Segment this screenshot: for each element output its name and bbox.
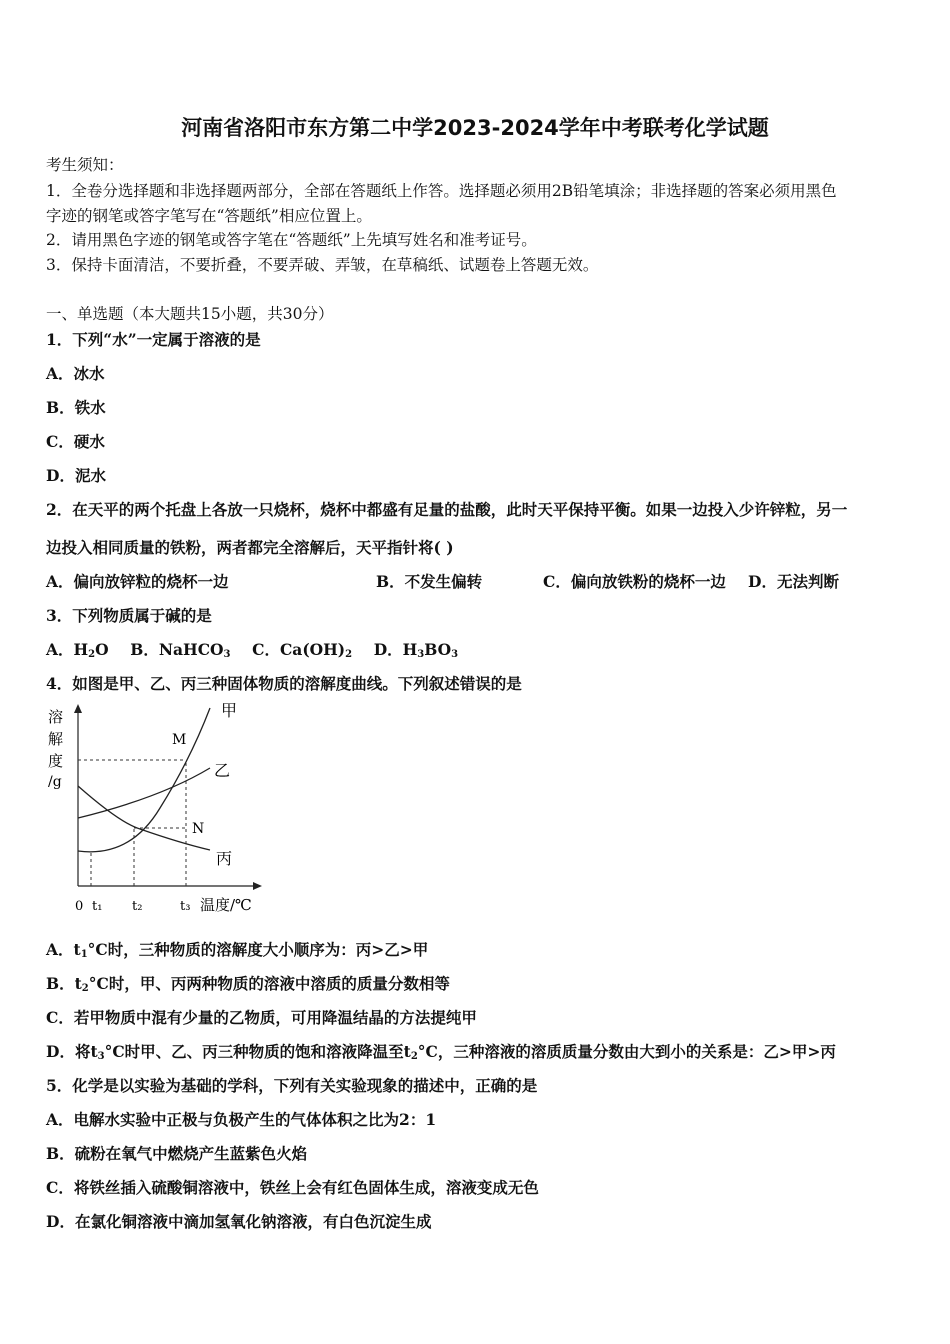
notice-item: 2．请用黑色字迹的钢笔或答字笔在“答题纸”上先填写姓名和准考证号。 — [46, 231, 537, 249]
question-3-option-b: B．NaHCO$_3$ — [130, 640, 231, 660]
question-5-option-a: A．电解水实验中正极与负极产生的气体体积之比为2：1 — [46, 1110, 437, 1129]
y-label-char: /g — [48, 774, 62, 790]
x-axis-arrow — [253, 882, 262, 890]
question-5-option-c: C．将铁丝插入硫酸铜溶液中，铁丝上会有红色固体生成，溶液变成无色 — [46, 1178, 539, 1197]
question-5-option-b: B．硫粉在氧气中燃烧产生蓝紫色火焰 — [46, 1144, 308, 1163]
question-2-option-c: C．偏向放铁粉的烧杯一边 — [543, 572, 726, 591]
question-1-stem: 1．下列“水”一定属于溶液的是 — [46, 330, 261, 349]
page-title: 河南省洛阳市东方第二中学2023-2024学年中考联考化学试题 — [181, 116, 769, 140]
annotation-n: N — [192, 821, 205, 837]
y-label-char: 解 — [48, 730, 64, 748]
notice-item: 字迹的钢笔或答字笔写在“答题纸”相应位置上。 — [46, 207, 372, 225]
x-tick-t3: t₃ — [180, 899, 191, 914]
question-2-option-a: A．偏向放锌粒的烧杯一边 — [46, 572, 229, 591]
solubility-chart — [40, 698, 270, 918]
y-label-char: 度 — [48, 752, 64, 770]
x-tick-t1: t₁ — [92, 899, 103, 914]
question-1-option-d: D．泥水 — [46, 466, 106, 485]
question-3-option-a: A．$H_2O$ — [46, 640, 109, 660]
question-2-option-d: D．无法判断 — [748, 572, 839, 591]
question-4-option-b: B．$t_2^\circ C$时，甲、丙两种物质的溶液中溶质的质量分数相等 — [46, 974, 450, 994]
x-tick-t2: t₂ — [132, 899, 143, 914]
notice-item: 3．保持卡面清洁，不要折叠，不要弄破、弄皱，在草稿纸、试题卷上答题无效。 — [46, 256, 599, 274]
question-4-option-c: C．若甲物质中混有少量的乙物质，可用降温结晶的方法提纯甲 — [46, 1008, 477, 1027]
notice-item: 1．全卷分选择题和非选择题两部分，全部在答题纸上作答。选择题必须用2B铅笔填涂；非选择题的答案必须用黑色 — [46, 182, 837, 200]
curve-bing — [78, 786, 210, 850]
question-3-options — [46, 638, 458, 660]
question-2-stem-line2: 边投入相同质量的铁粉，两者都完全溶解后，天平指针将( ) — [46, 538, 454, 557]
question-2-stem-line1: 2．在天平的两个托盘上各放一只烧杯，烧杯中都盛有足量的盐酸，此时天平保持平衡。如果一边投入少许锌粒，另一 — [46, 500, 848, 519]
curve-yi — [78, 768, 210, 818]
question-1-option-c: C．硬水 — [46, 432, 105, 451]
question-4-stem: 4．如图是甲、乙、丙三种固体物质的溶解度曲线。下列叙述错误的是 — [46, 674, 522, 693]
x-tick-0: 0 — [75, 899, 84, 914]
y-label-char: 溶 — [48, 708, 64, 726]
question-1-option-b: B．铁水 — [46, 398, 106, 417]
question-3-option-c: C．$Ca(OH)_2$ — [252, 640, 353, 660]
question-2-option-b: B．不发生偏转 — [376, 572, 483, 591]
annotation-m: M — [172, 732, 187, 748]
x-axis-label: 温度/℃ — [200, 896, 252, 914]
series-label-jia: 甲 — [221, 701, 238, 720]
question-4-option-d: D．将$t_3^\circ C$时甲、乙、丙三种物质的饱和溶液降温至$t_2^\circ C$，三种溶液的溶质质量分数由大到小的关系是：乙>甲>丙 — [46, 1042, 836, 1062]
section-heading: 一、单选题（本大题共15小题，共30分） — [46, 305, 334, 323]
series-label-yi: 乙 — [214, 761, 231, 780]
question-5-stem: 5．化学是以实验为基础的学科，下列有关实验现象的描述中，正确的是 — [46, 1076, 538, 1095]
notice-heading: 考生须知： — [46, 156, 124, 174]
y-axis-arrow — [74, 704, 82, 713]
question-3-stem: 3．下列物质属于碱的是 — [46, 606, 212, 625]
question-4-option-a: A．$t_1^\circ C$时，三种物质的溶解度大小顺序为：丙>乙>甲 — [46, 940, 429, 960]
series-label-bing: 丙 — [216, 849, 233, 868]
question-1-option-a: A．冰水 — [46, 364, 105, 383]
question-3-option-d: D．$H_3BO_3$ — [373, 640, 459, 660]
question-5-option-d: D．在氯化铜溶液中滴加氢氧化钠溶液，有白色沉淀生成 — [46, 1212, 432, 1231]
